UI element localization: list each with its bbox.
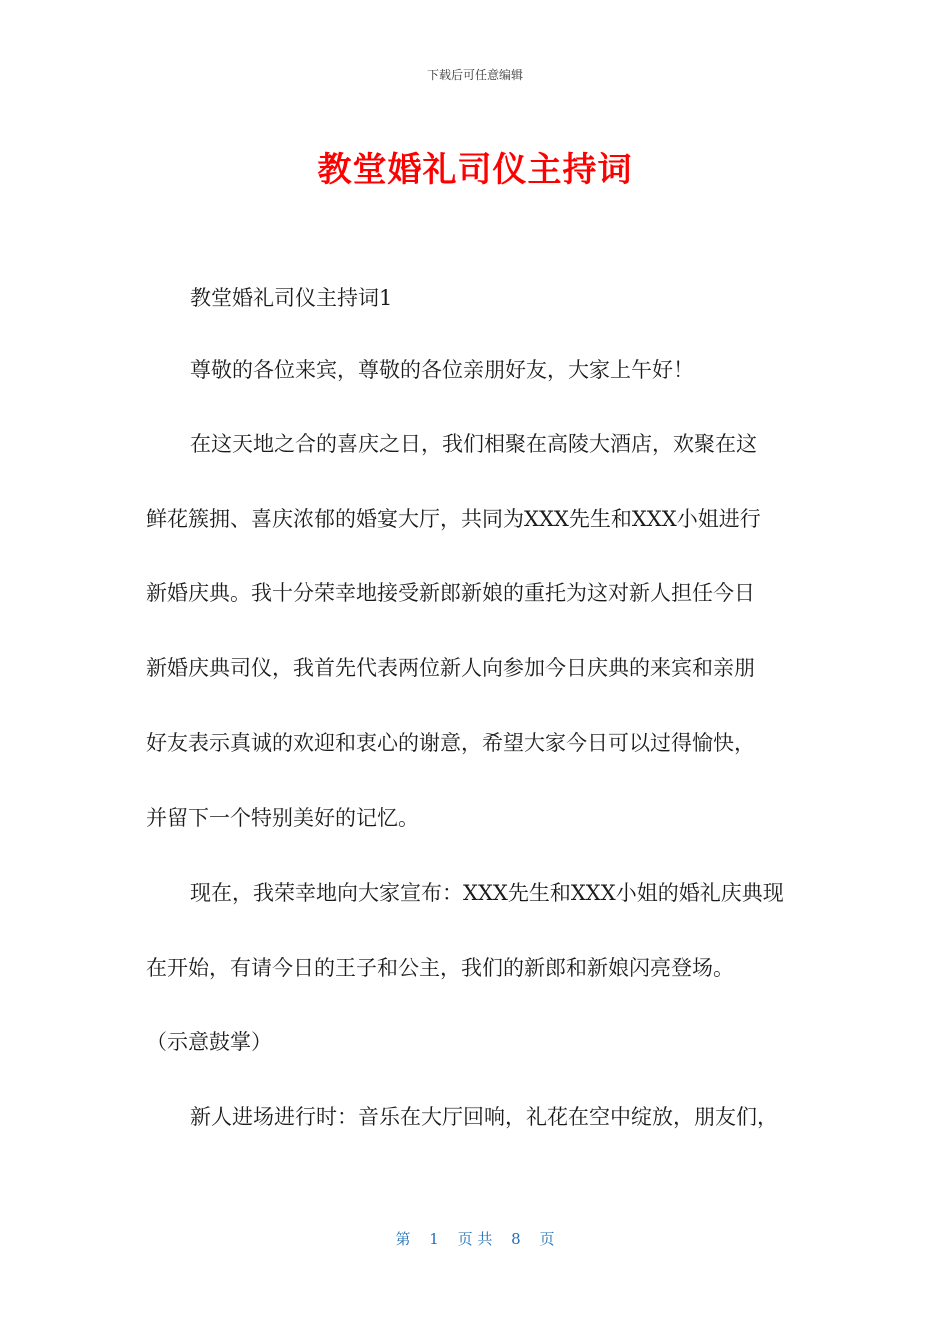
paragraph-line: 尊敬的各位来宾，尊敬的各位亲朋好友，大家上午好！ [190, 358, 694, 382]
document-title: 教堂婚礼司仪主持词 [317, 150, 633, 190]
paragraph-line: 现在，我荣幸地向大家宣布：XXX先生和XXX小姐的婚礼庆典现 [190, 881, 784, 905]
section-heading: 教堂婚礼司仪主持词1 [190, 286, 393, 310]
footer-total-pages: 8 [511, 1230, 521, 1248]
paragraph-line: 并留下一个特别美好的记忆。 [146, 806, 419, 830]
footer-suffix: 页 [539, 1230, 555, 1248]
page-footer [0, 1228, 950, 1249]
paragraph-line: 新婚庆典。我十分荣幸地接受新郎新娘的重托为这对新人担任今日 [146, 581, 755, 605]
paragraph-line: 好友表示真诚的欢迎和衷心的谢意，希望大家今日可以过得愉快， [146, 731, 755, 755]
paragraph-line: 鲜花簇拥、喜庆浓郁的婚宴大厅，共同为XXX先生和XXX小姐进行 [146, 507, 761, 531]
footer-prefix: 第 [395, 1230, 411, 1248]
footer-page-number: 1 [429, 1230, 439, 1248]
footer-middle: 页 共 [457, 1230, 493, 1248]
paragraph-line: 新人进场进行时：音乐在大厅回响，礼花在空中绽放，朋友们， [190, 1105, 778, 1129]
paragraph-line: 在开始，有请今日的王子和公主，我们的新郎和新娘闪亮登场。 [146, 956, 734, 980]
paragraph-line: 新婚庆典司仪，我首先代表两位新人向参加今日庆典的来宾和亲朋 [146, 656, 755, 680]
header-note: 下载后可任意编辑 [426, 68, 523, 82]
paragraph-line: （示意鼓掌） [146, 1030, 272, 1054]
paragraph-line: 在这天地之合的喜庆之日，我们相聚在高陵大酒店，欢聚在这 [190, 432, 757, 456]
